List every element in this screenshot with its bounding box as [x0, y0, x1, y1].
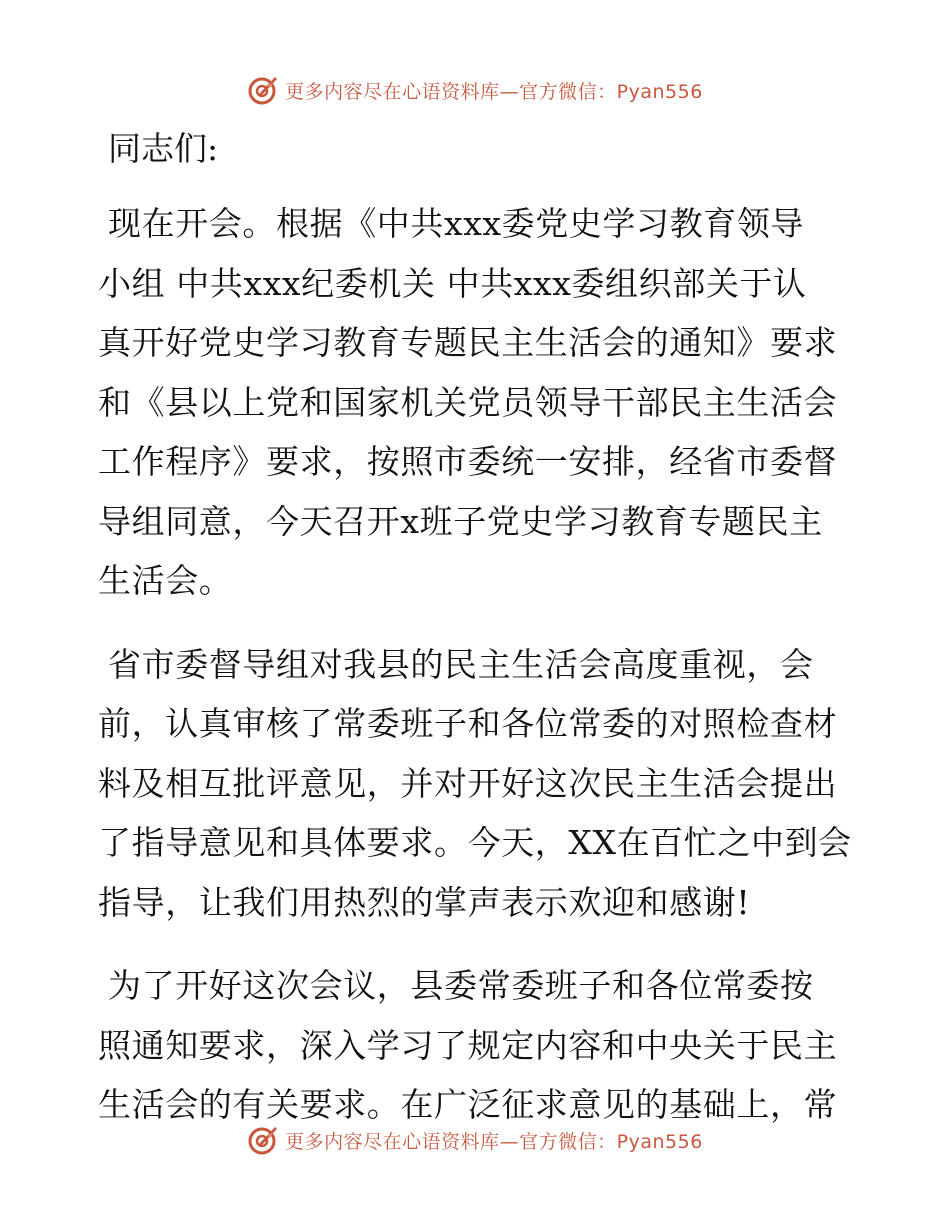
text-line: 小组 中共xxx纪委机关 中共xxx委组织部关于认	[98, 263, 807, 303]
watermark-text: 更多内容尽在心语资料库—官方微信：Pyan556	[285, 80, 703, 103]
salutation: 同志们:	[108, 129, 219, 168]
watermark-text: 更多内容尽在心语资料库—官方微信：Pyan556	[285, 1130, 703, 1153]
text-line: 省市委督导组对我县的民主生活会高度重视，会	[108, 644, 814, 684]
watermark-banner-top	[0, 70, 950, 110]
text-line: 工作程序》要求，按照市委统一安排，经省市委督	[98, 442, 838, 481]
text-line: 料及相互批评意见，并对开好这次民主生活会提出	[98, 763, 838, 803]
watermark-banner-bottom	[0, 1120, 950, 1160]
text-line: 为了开好这次会议，县委常委班子和各位常委按	[108, 966, 814, 1005]
text-line: 照通知要求，深入学习了规定内容和中央关于民主	[98, 1025, 838, 1065]
text-line: 了指导意见和具体要求。今天，XX在百忙之中到会	[98, 823, 852, 862]
text-line: 导组同意，今天召开x班子党史学习教育专题民主	[98, 501, 823, 541]
text-line: 现在开会。根据《中共xxx委党史学习教育领导	[108, 204, 805, 243]
text-line: 前，认真审核了常委班子和各位常委的对照检查材	[98, 704, 838, 743]
text-line: 生活会的有关要求。在广泛征求意见的基础上，常	[98, 1085, 838, 1124]
text-line: 真开好党史学习教育专题民主生活会的通知》要求	[98, 323, 838, 362]
document-body	[98, 125, 858, 1159]
paragraph-3	[98, 956, 858, 1135]
text-line: 和《县以上党和国家机关党员领导干部民主生活会	[98, 382, 838, 422]
text-line: 指导，让我们用热烈的掌声表示欢迎和感谢!	[98, 882, 751, 922]
text-line: 生活会。	[98, 561, 233, 600]
quill-logo-icon	[247, 74, 279, 106]
paragraph-1	[98, 194, 858, 611]
paragraph-2	[98, 635, 858, 933]
quill-logo-icon	[247, 1124, 279, 1156]
